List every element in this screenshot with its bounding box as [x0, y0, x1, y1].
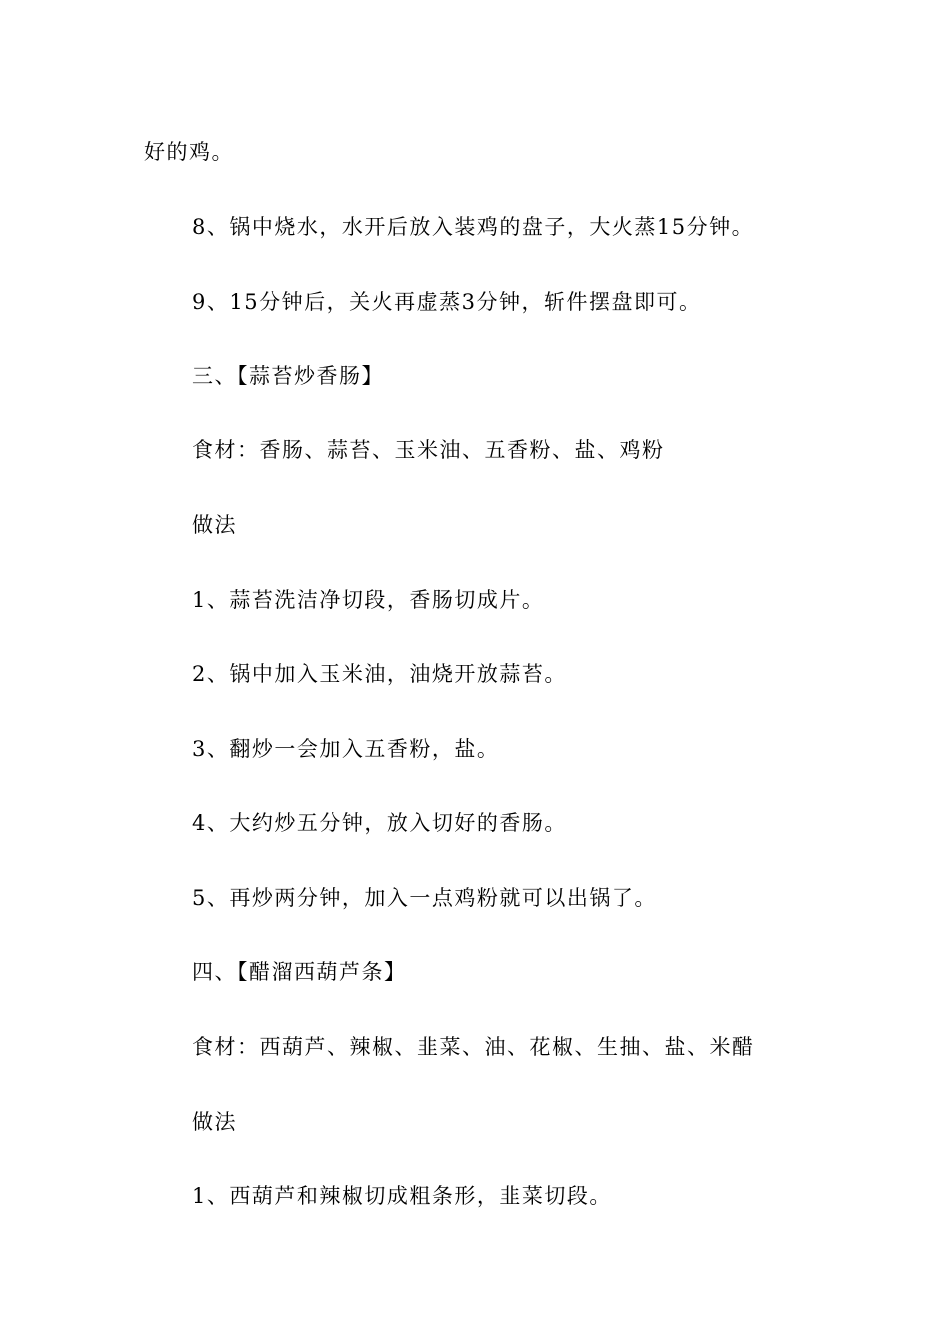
step-5: 5、再炒两分钟，加入一点鸡粉就可以出锅了。 [192, 886, 657, 910]
paragraph-continuation: 好的鸡。 [144, 140, 234, 164]
method-heading: 做法 [192, 513, 237, 537]
ingredients-line: 食材：香肠、蒜苔、玉米油、五香粉、盐、鸡粉 [192, 438, 665, 462]
step-2: 2、锅中加入玉米油，油烧开放蒜苔。 [192, 662, 567, 686]
section-heading-4: 四、【醋溜西葫芦条】 [192, 960, 407, 984]
ingredients-line: 食材：西葫芦、辣椒、韭菜、油、花椒、生抽、盐、米醋 [192, 1035, 755, 1059]
step-1: 1、西葫芦和辣椒切成粗条形，韭菜切段。 [192, 1184, 612, 1208]
section-heading-3: 三、【蒜苔炒香肠】 [192, 364, 384, 388]
step-8: 8、锅中烧水，水开后放入装鸡的盘子，大火蒸15分钟。 [192, 215, 755, 239]
step-1: 1、蒜苔洗洁净切段，香肠切成片。 [192, 588, 545, 612]
method-heading: 做法 [192, 1110, 237, 1134]
step-3: 3、翻炒一会加入五香粉，盐。 [192, 737, 500, 761]
step-4: 4、大约炒五分钟，放入切好的香肠。 [192, 811, 567, 835]
step-9: 9、15分钟后，关火再虚蒸3分钟，斩件摆盘即可。 [192, 290, 702, 314]
